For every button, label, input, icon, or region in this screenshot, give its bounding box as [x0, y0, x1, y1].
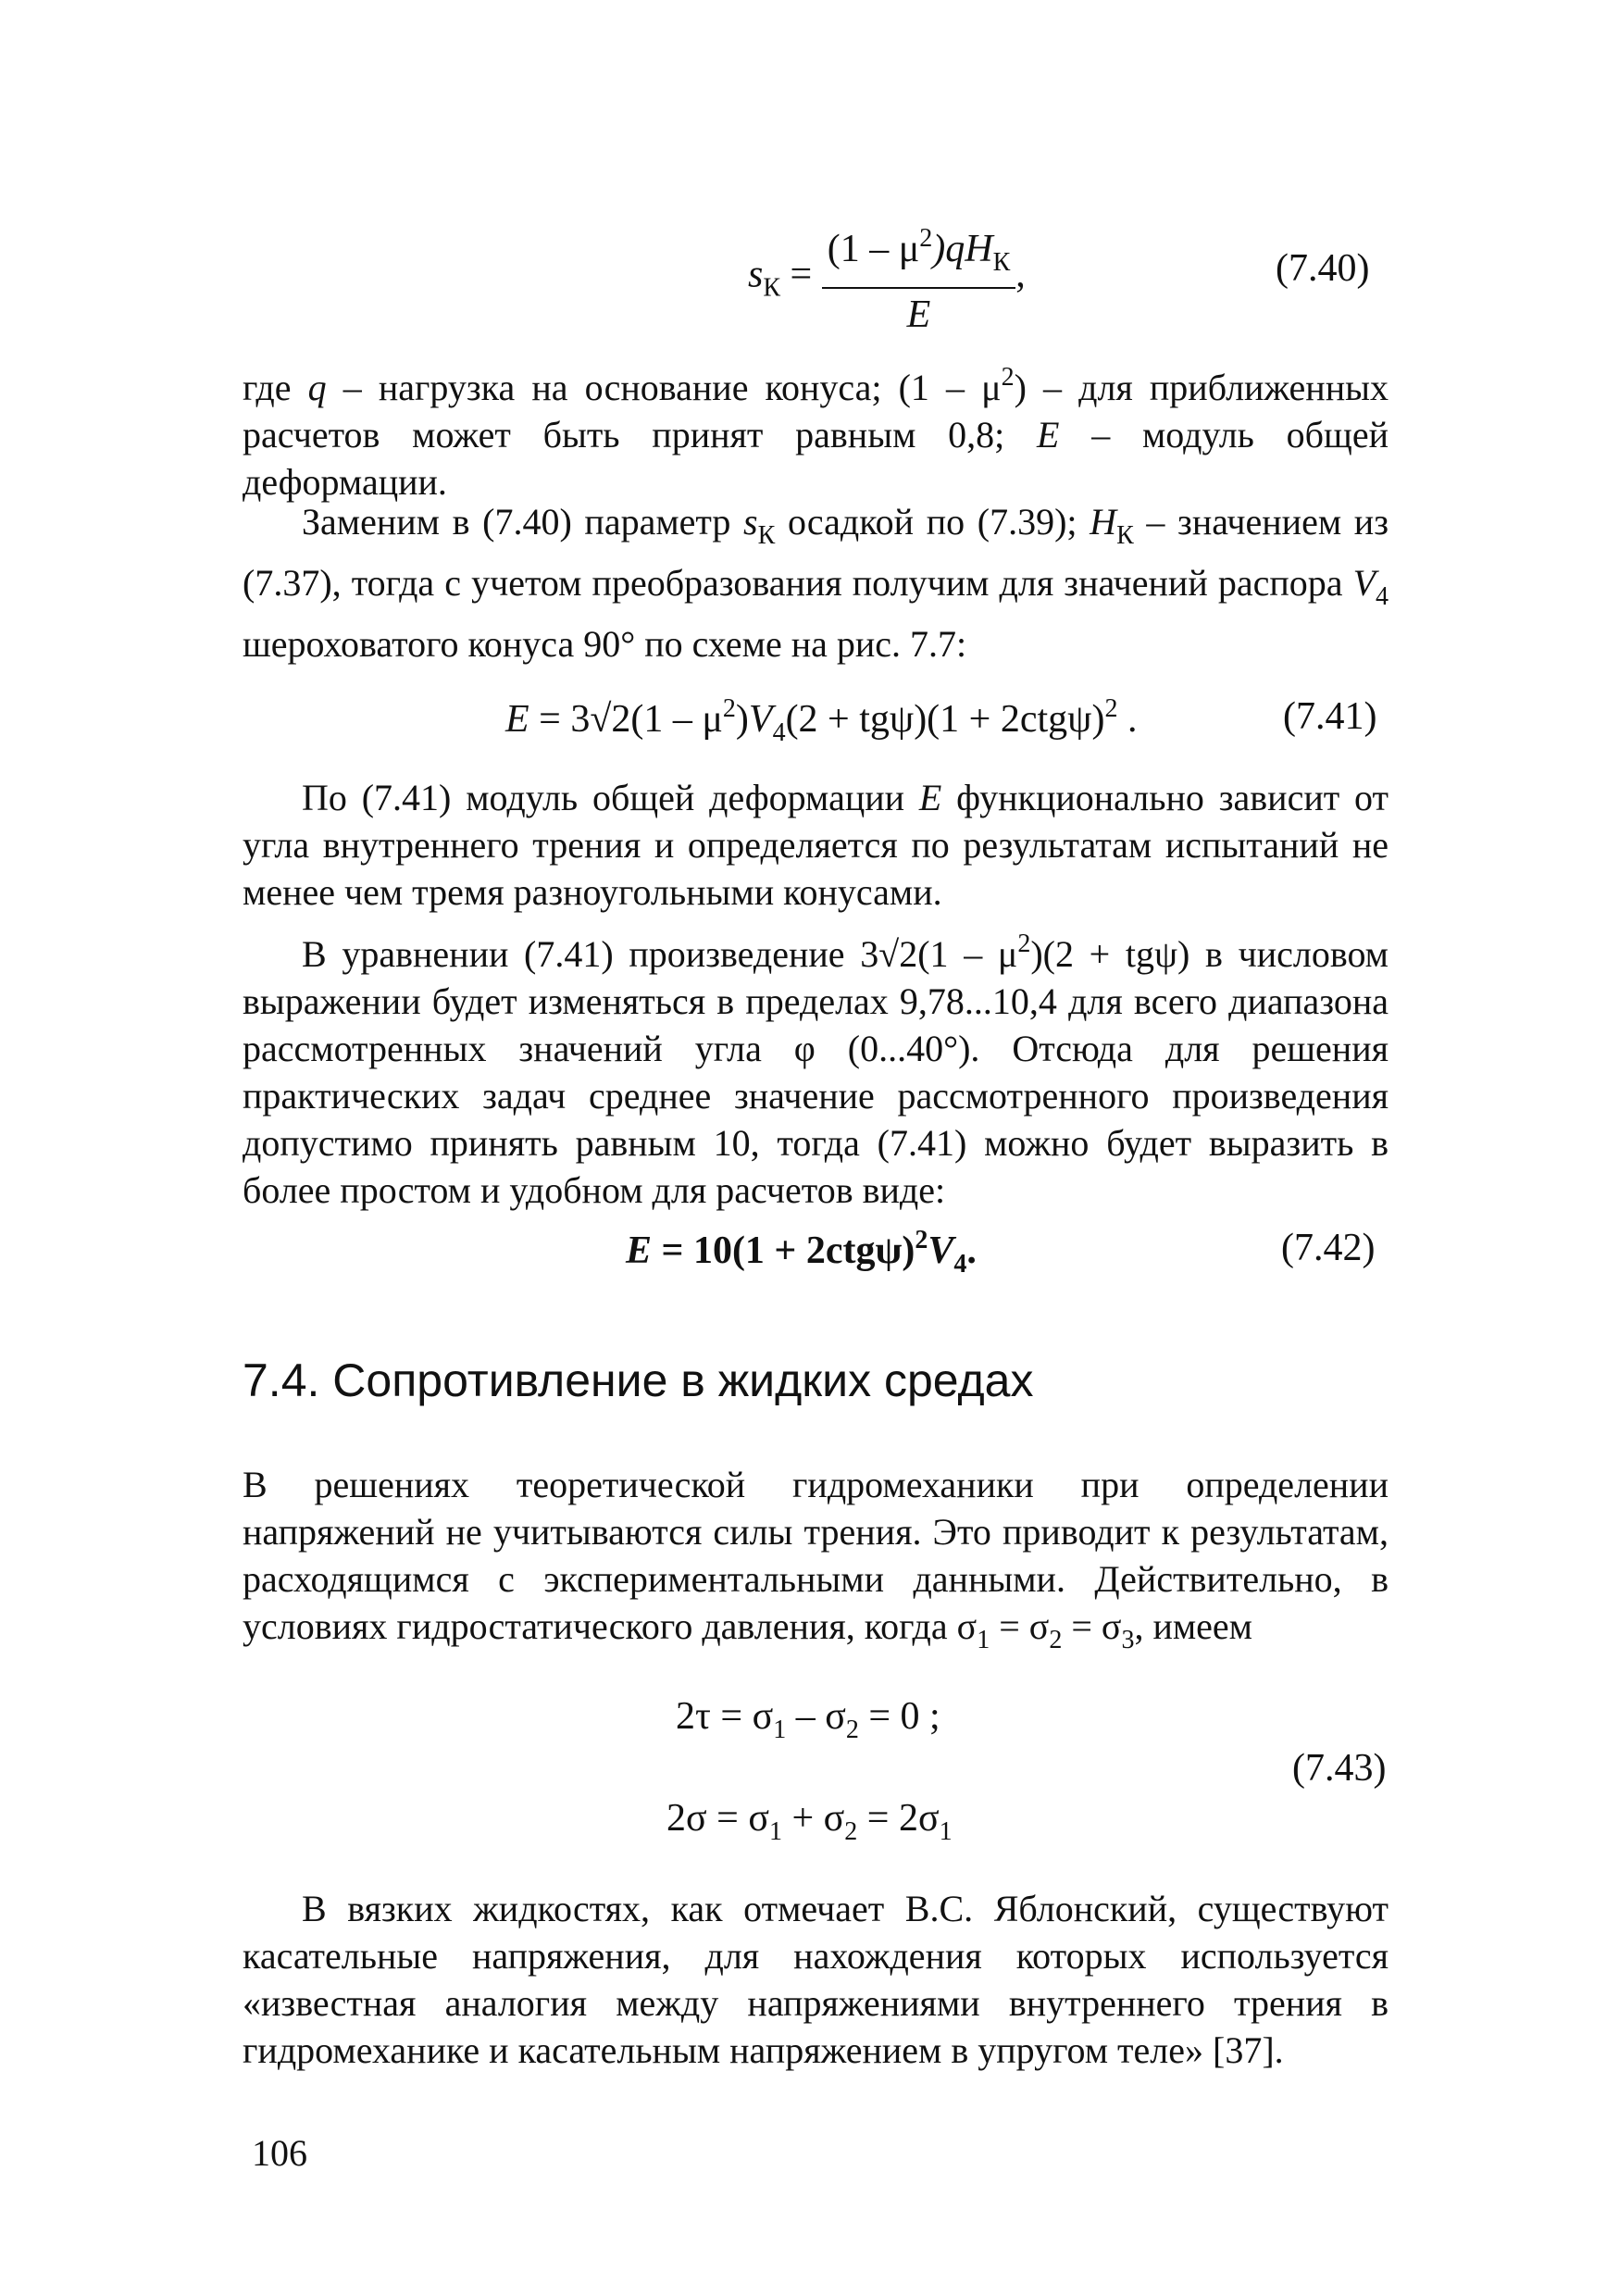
equation-7-43-line-1: $2\tau = \sigma_1 - \sigma_2 = 0$ ; — [676, 1695, 940, 1744]
section-heading: 7.4. Сопротивление в жидких средах — [243, 1354, 1034, 1406]
equation-number-7-41: (7.41) — [1283, 695, 1377, 738]
paragraph: В решениях теоретической гидромеханики при определении напряжений не учитываются силы трения. Это приводит к результатам, расходящимся с экспериментальными данными. Действительно, в условиях гидростатического давления, когда $\sigma_1 = \sigma_2 = \sigma_3$, имеем — [243, 1464, 1389, 1654]
fraction: $\frac{(1 - \mu^2)qH_К}{E}$ — [822, 215, 1016, 341]
paragraph: По (7.41) модуль общей деформации E функционально зависит от угла внутреннего трения и определяется по результатам испытаний не менее чем тремя разноугольными конусами. — [243, 777, 1389, 913]
paragraph: Заменим в (7.40) параметр $s_К$ осадкой по (7.39); $H_К$ – значением из (7.37), тогда с учетом преобразования получим для значений распора $V_4$ шероховатого конуса 90° по схеме на рис. 7.7: — [243, 501, 1389, 665]
equation-number-7-43: (7.43) — [1292, 1747, 1387, 1790]
equation-7-42: $E = 10(1 + 2ctg\psi)^2V_4$. — [626, 1226, 977, 1279]
equation-7-40: $s_К$ = $\frac{(1 - \mu^2)qH_К}{E}$ , — [748, 215, 1026, 341]
paragraph: где q – нагрузка на основание конуса; $(1 - \mu^2)$ – для приближенных расчетов может быть принят равным 0,8; E – модуль общей деформации. — [243, 363, 1389, 503]
equation-number-7-40: (7.40) — [1276, 247, 1370, 290]
equation-number-7-42: (7.42) — [1281, 1227, 1376, 1269]
paragraph: В вязких жидкостях, как отмечает В.С. Яблонский, существуют касательные напряжения, для нахождения которых используется «известная аналогия между напряжениями внутреннего трения в гидромеханике и касательным напряжением в упругом теле» [37]. — [243, 1888, 1389, 2071]
equation-7-41: $E = 3√2(1 - \mu^2)V_4(2 + tg\psi)(1 + 2ctg\psi)^2$ . — [505, 694, 1138, 747]
page-number: 106 — [252, 2132, 307, 2174]
paragraph: В уравнении (7.41) произведение $3√2(1 - \mu^2)(2 + tg\psi)$ в числовом выражении будет изменяться в пределах 9,78...10,4 для всего диапазона рассмотренных значений угла φ (0...40°). Отсюда для решения практических задач среднее значение рассмотренного произведения допустимо принять равным 10, тогда (7.41) можно будет выразить в более простом и удобном для расчетов виде: — [243, 930, 1389, 1211]
equation-7-43-line-2: $2\sigma = \sigma_1 + \sigma_2 = 2\sigma_1$ — [666, 1797, 953, 1846]
